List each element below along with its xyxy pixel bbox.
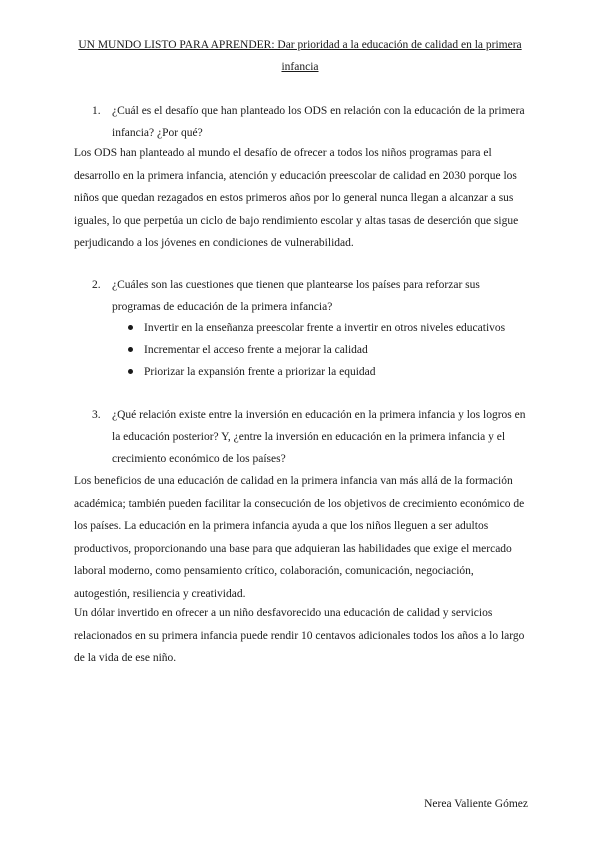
document-title: UN MUNDO LISTO PARA APRENDER: Dar prioridad a la educación de calidad en la primera infancia [78,39,522,73]
bullet-icon [128,325,133,330]
question-3 [92,404,526,470]
question-2 [92,274,526,318]
answer-1-paragraph: Los ODS han planteado al mundo el desafío de ofrecer a todos los niños programas para el desarrollo en la primera infancia, atención y educación preescolar de calidad en 2030 porque los niños que quedan rezagados en estos primeros años por lo general nunca llegan a alcanzar a sus iguales, lo que perpetúa un ciclo de bajo rendimiento escolar y altas tasas de deserción que sigue perjudicando a los jóvenes en condiciones de vulnerabilidad. [74,147,519,249]
bullet-item [128,339,528,361]
question-1-number: 1. [92,105,101,117]
bullet-text: Invertir en la enseñanza preescolar frente a invertir en otros niveles educativos [144,322,506,334]
question-3-text: ¿Qué relación existe entre la inversión en educación en la primera infancia y los logros en la educación posterior? Y, ¿entre la inversión en educación en la primera infancia y el crecimiento económico de los países? [112,409,526,465]
answer-3-second-paragraph: Un dólar invertido en ofrecer a un niño desfavorecido una educación de calidad y servicios relacionados en su primera infancia puede rendir 10 centavos adicionales todos los años a lo largo de la vida de ese niño. [74,607,525,664]
bullet-list [128,317,528,383]
answer-3-paragraph: Los beneficios de una educación de calidad en la primera infancia van más allá de la formación académica; también pueden facilitar la consecución de los objetivos de crecimiento económico de los países. La educación en la primera infancia ayuda a que los niños lleguen a ser adultos productivos, proporcionando una base para que adquieran las habilidades que exige el mercado laboral moderno, como pensamiento crítico, colaboración, comunicación, negociación, autogestión, resiliencia y creatividad. [74,475,525,600]
question-1 [92,100,526,144]
bullet-icon [128,369,133,374]
author-name: Nerea Valiente Gómez [424,798,528,810]
question-2-text: ¿Cuáles son las cuestiones que tienen que plantearse los países para reforzar sus programas de educación de la primera infancia? [112,279,480,313]
question-2-number: 2. [92,279,101,291]
question-1-text: ¿Cuál es el desafío que han planteado los ODS en relación con la educación de la primera infancia? ¿Por qué? [112,105,525,139]
bullet-item [128,317,528,339]
bullet-text: Incrementar el acceso frente a mejorar la calidad [144,344,368,356]
question-3-number: 3. [92,409,101,421]
bullet-icon [128,347,133,352]
bullet-item [128,361,528,383]
bullet-text: Priorizar la expansión frente a priorizar la equidad [144,366,376,378]
